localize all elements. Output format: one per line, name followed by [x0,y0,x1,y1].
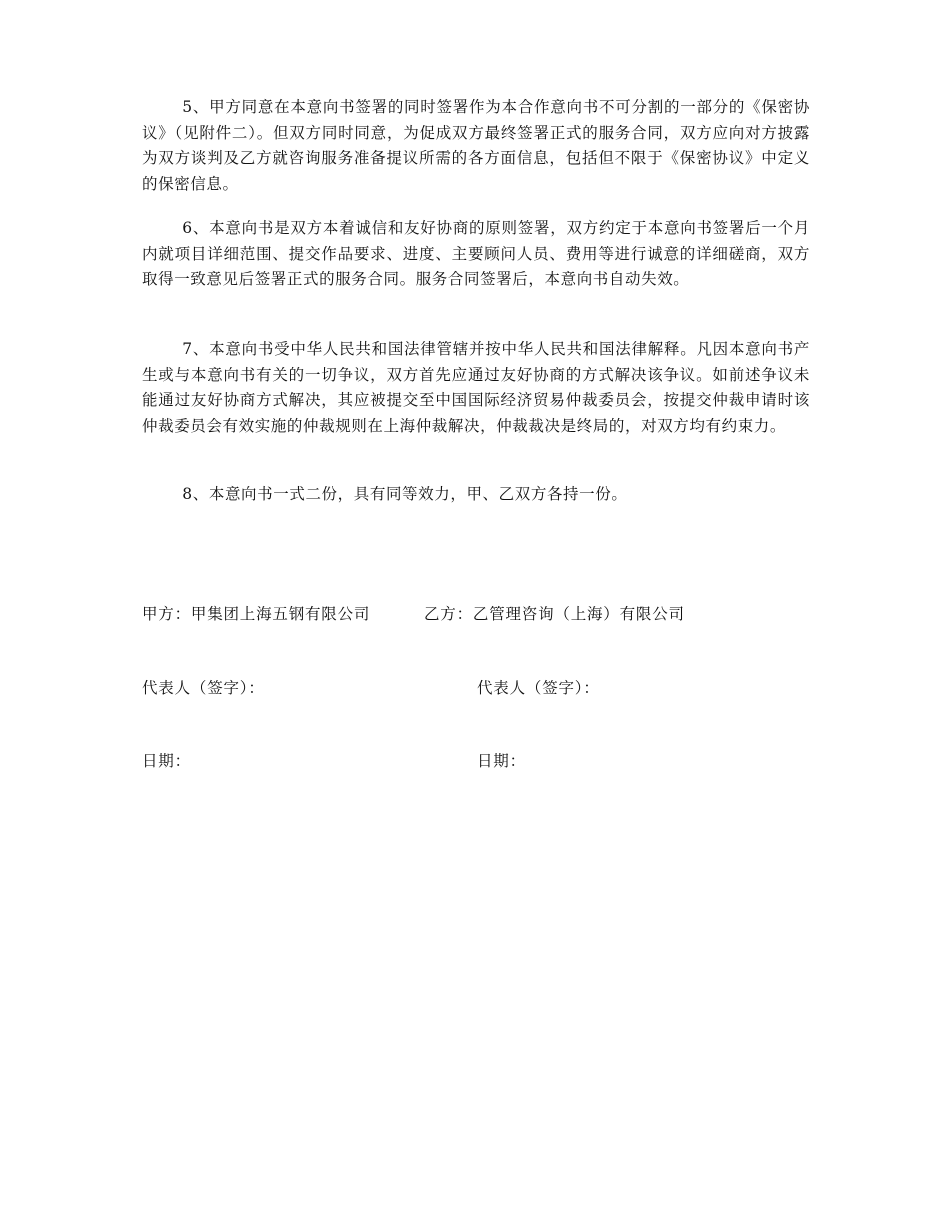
clause-5: 5、甲方同意在本意向书签署的同时签署作为本合作意向书不可分割的一部分的《保密协议》（见附件二）。但双方同时同意，为促成双方最终签署正式的服务合同，双方应向对方披露为双方谈判及乙方就咨询服务准备提议所需的各方面信息，包括但不限于《保密协议》中定义的保密信息。 [142,98,810,193]
clause-8: 8、本意向书一式二份，具有同等效力，甲、乙双方各持一份。 [182,485,628,503]
party-a-representative-label: 代表人（签字）： [142,679,265,697]
party-b-name: 乙方：乙管理咨询（上海）有限公司 [424,605,685,623]
party-b-date-label: 日期： [477,752,526,770]
clause-7: 7、本意向书受中华人民共和国法律管辖并按中华人民共和国法律解释。凡因本意向书产生或与本意向书有关的一切争议，双方首先应通过友好协商的方式解决该争议。如前述争议未能通过友好协商方式解决，其应被提交至中国国际经济贸易仲裁委员会，按提交仲裁申请时该仲裁委员会有效实施的仲裁规则在上海仲裁解决，仲裁裁决是终局的，对双方均有约束力。 [142,340,810,435]
party-a-name: 甲方：甲集团上海五钢有限公司 [142,605,371,623]
party-a-date-label: 日期： [142,752,191,770]
party-b-representative-label: 代表人（签字）： [477,679,600,697]
clause-6: 6、本意向书是双方本着诚信和友好协商的原则签署，双方约定于本意向书签署后一个月内就项目详细范围、提交作品要求、进度、主要顾问人员、费用等进行诚意的详细磋商，双方取得一致意见后签署正式的服务合同。服务合同签署后，本意向书自动失效。 [142,219,810,288]
